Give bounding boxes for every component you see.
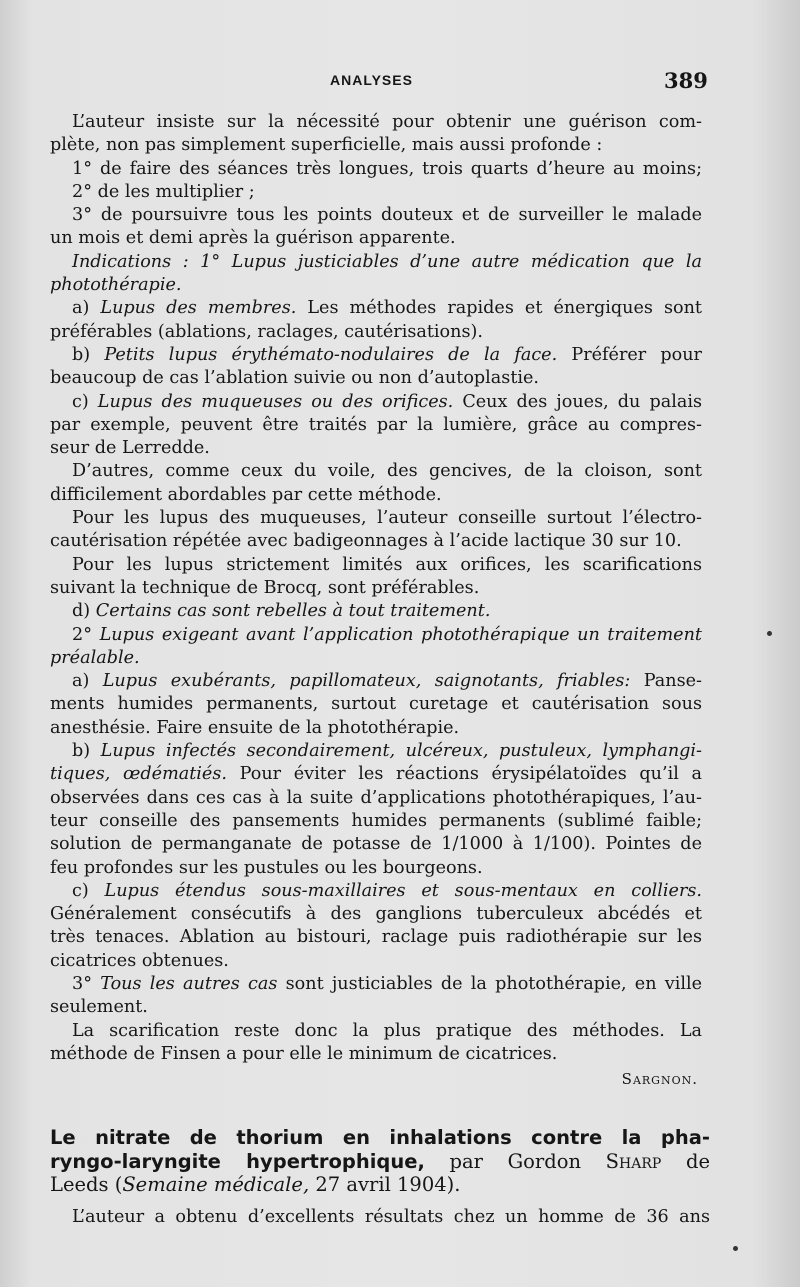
intro-line: plète, non pas simplement superficielle, mais aussi profonde : bbox=[50, 135, 603, 156]
paragraph-autres-line-2: difficilement abordables par cette méthode. bbox=[50, 484, 442, 505]
item-b2-line-6: feu profondes sur les pustules ou les bourgeons. bbox=[50, 857, 483, 878]
item-a1-line-2: préférables (ablations, raclages, cautérisations). bbox=[50, 321, 483, 342]
intro-line: 2° de les multiplier ; bbox=[72, 181, 255, 202]
item-c1: c) Lupus des muqueuses ou des orifices. Ceux des joues, du palais bbox=[72, 391, 702, 412]
item-a2: a) Lupus exubérants, papillomateux, saignotants, friables: Panse- bbox=[72, 671, 702, 692]
item-b1-line-2: beaucoup de cas l’ablation suivie ou non d’autoplastie. bbox=[50, 368, 540, 389]
page-header bbox=[0, 68, 800, 98]
intro-line: 3° de poursuivre tous les points douteux et de surveiller le malade bbox=[72, 205, 702, 226]
next-article-first-line: L’auteur a obtenu d’excellents résultats chez un homme de 36 ans bbox=[72, 1207, 710, 1227]
paragraph-autres: D’autres, comme ceux du voile, des gencives, de la cloison, sont bbox=[72, 461, 702, 482]
item-a1: a) Lupus des membres. Les méthodes rapides et énergiques sont bbox=[72, 298, 702, 319]
paragraph-muqueuses: Pour les lupus des muqueuses, l’auteur conseille surtout l’électro- bbox=[72, 508, 702, 529]
running-head: ANALYSES bbox=[330, 72, 413, 88]
item-c1-line-3: seur de Lerredde. bbox=[50, 438, 210, 459]
section-2-line-2: préalable. bbox=[50, 647, 140, 668]
scan-speck bbox=[733, 1246, 738, 1251]
article-author: Sharp bbox=[605, 1149, 662, 1173]
indications-heading: Indications : 1° Lupus justiciables d’une autre médication que la bbox=[72, 251, 702, 272]
indications-line-2: photothérapie. bbox=[50, 275, 182, 296]
item-c2-line-2: Généralement consécutifs à des ganglions tuberculeux abcédés et bbox=[50, 904, 702, 925]
conclusion: La scarification reste donc la plus pratique des méthodes. La bbox=[72, 1020, 702, 1041]
intro-line: 1° de faire des séances très longues, trois quarts d’heure au moins; bbox=[72, 158, 702, 179]
paragraph-orifices: Pour les lupus strictement limités aux orifices, les scarifications bbox=[72, 554, 702, 575]
next-article-title: Le nitrate de thorium en inhalations contre la pha- ryngo-laryngite hypertrophique, par Gordon Sharp de Leeds (Semaine médicale, 27 avril 1904). bbox=[50, 1126, 710, 1196]
item-b2-line-2: tiques, œdématiés. Pour éviter les réactions érysipélatoïdes qu’il a bbox=[50, 764, 702, 785]
item-b2-line-3: observées dans ces cas à la suite d’applications photothérapiques, l’au- bbox=[50, 787, 702, 808]
paragraph-orifices-line-2: suivant la technique de Brocq, sont préférables. bbox=[50, 577, 480, 598]
analysis-body bbox=[50, 111, 702, 1091]
article-journal: Semaine médicale, bbox=[122, 1173, 310, 1196]
item-b2: b) Lupus infectés secondairement, ulcéreux, pustuleux, lymphangi- bbox=[72, 741, 702, 762]
indications-label: Indications : bbox=[72, 251, 189, 272]
item-c2-line-3: très tenaces. Ablation au bistouri, raclage puis radiothérapie sur les bbox=[50, 927, 702, 948]
section-2: 2° Lupus exigeant avant l’application photothérapique un traitement bbox=[72, 624, 702, 645]
item-c2: c) Lupus étendus sous-maxillaires et sous-mentaux en colliers. bbox=[72, 880, 702, 901]
item-b2-line-4: teur conseille des pansements humides permanents (sublimé faible; bbox=[50, 810, 702, 831]
item-c2-line-4: cicatrices obtenues. bbox=[50, 950, 229, 971]
article-title-line-1: Le nitrate de thorium en inhalations contre la pha- bbox=[50, 1126, 710, 1149]
conclusion-line-2: méthode de Finsen a pour elle le minimum de cicatrices. bbox=[50, 1043, 558, 1064]
item-b1: b) Petits lupus érythémato-nodulaires de la face. Préférer pour bbox=[72, 344, 702, 365]
section-3: 3° Tous les autres cas sont justiciables de la photothérapie, en ville bbox=[72, 973, 702, 994]
paragraph-muqueuses-line-2: cautérisation répétée avec badigeonnages à l’acide lactique 30 sur 10. bbox=[50, 531, 682, 552]
item-b2-line-5: solution de permanganate de potasse de 1/1000 à 1/100). Pointes de bbox=[50, 834, 702, 855]
item-a2-line-2: ments humides permanents, surtout curetage et cautérisation sous bbox=[50, 694, 702, 715]
scan-speck bbox=[767, 631, 772, 636]
article-title-line-2: ryngo-laryngite hypertrophique, bbox=[50, 1149, 425, 1173]
item-a2-line-3: anesthésie. Faire ensuite de la photothérapie. bbox=[50, 717, 460, 738]
intro-line: L’auteur insiste sur la nécessité pour obtenir une guérison com- bbox=[72, 112, 702, 132]
section-3-line-2: seulement. bbox=[50, 997, 148, 1018]
item-d1: d) Certains cas sont rebelles à tout traitement. bbox=[72, 601, 491, 622]
intro-paragraph bbox=[50, 111, 702, 251]
author-signature: Sargnon. bbox=[621, 1070, 698, 1089]
intro-line: un mois et demi après la guérison apparente. bbox=[50, 228, 456, 249]
page-number: 389 bbox=[664, 68, 708, 93]
item-c1-line-2: par exemple, peuvent être traités par la lumière, grâce au compres- bbox=[50, 414, 702, 435]
